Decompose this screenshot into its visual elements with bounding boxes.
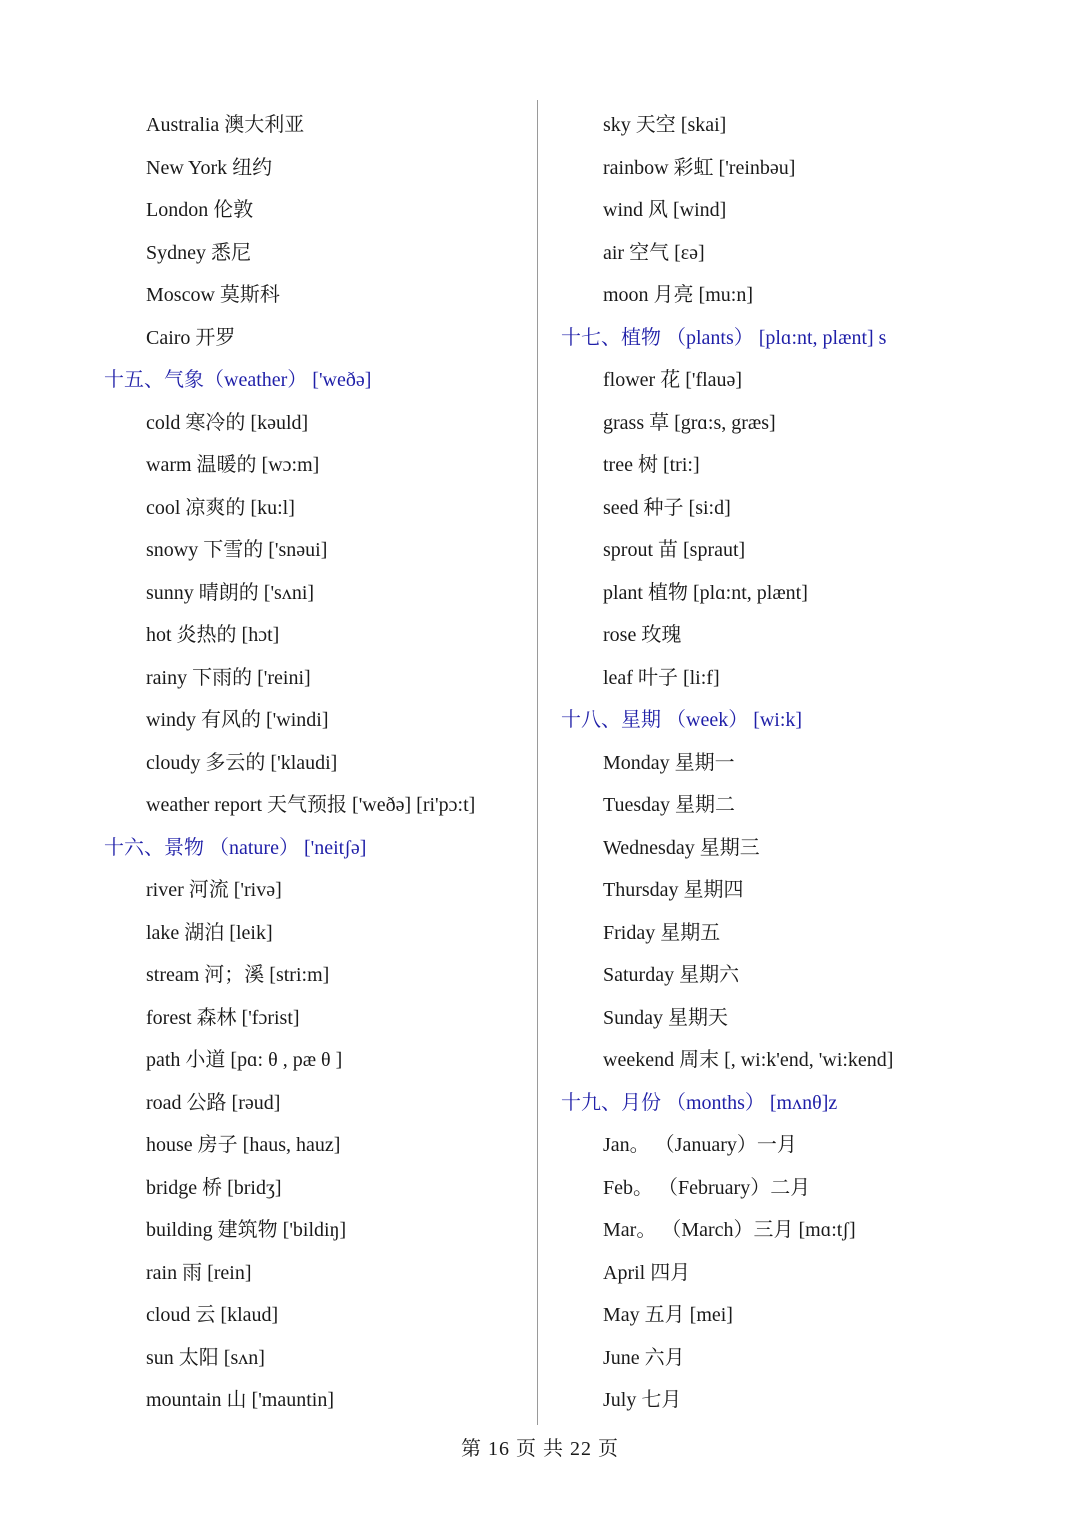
vocab-entry: sunny 晴朗的 ['sʌni] [146,581,315,604]
vocab-entry: grass 草 [grɑ:s, græs] [603,411,776,434]
vocab-entry: June 六月 [603,1346,685,1369]
column-divider [537,100,538,1425]
vocab-entry: Wednesday 星期三 [603,836,760,859]
vocab-entry: Monday 星期一 [603,751,735,774]
vocab-entry: Saturday 星期六 [603,964,740,986]
vocab-entry: Mar。 （March）三月 [mɑ:tʃ] [603,1219,856,1241]
vocab-entry: New York 纽约 [146,156,273,179]
vocab-entry: weekend 周末 [, wi:k'end, 'wi:kend] [603,1049,894,1071]
vocab-entry: mountain 山 ['mauntin] [146,1389,335,1411]
vocab-entry: flower 花 ['flauə] [603,369,743,391]
vocab-entry: cloud 云 [klaud] [146,1304,279,1326]
vocab-entry: air 空气 [εə] [603,241,705,264]
vocab-entry: warm 温暖的 [wɔ:m] [146,454,320,476]
vocab-entry: rainbow 彩虹 ['reinbəu] [603,156,796,179]
vocab-entry: stream 河；溪 [stri:m] [146,964,330,986]
section-heading: 十九、月份 （months） [mʌnθ]z [561,1091,838,1114]
vocab-entry: April 四月 [603,1261,691,1284]
vocab-entry: May 五月 [mei] [603,1304,733,1326]
section-heading: 十五、气象（weather） ['weðə] [104,369,372,391]
vocab-entry: cloudy 多云的 ['klaudi] [146,751,338,774]
vocab-entry: snowy 下雪的 ['snəui] [146,539,328,561]
vocab-entry: rainy 下雨的 ['reini] [146,666,311,689]
vocab-entry: sprout 苗 [spraut] [603,539,746,561]
vocab-entry: London 伦敦 [146,199,254,221]
section-heading: 十六、景物 （nature） ['neitʃə] [104,836,367,859]
vocab-entry: river 河流 ['rivə] [146,879,282,901]
vocab-entry: building 建筑物 ['bildiŋ] [146,1219,347,1241]
right-column [561,104,1061,1422]
vocab-entry: weather report 天气预报 ['weðə] [ri'pɔ:t] [146,794,476,816]
vocab-entry: seed 种子 [si:d] [603,496,731,519]
vocab-entry: path 小道 [pɑ: θ , pæ θ ] [146,1049,343,1071]
vocab-entry: hot 炎热的 [hɔt] [146,624,280,646]
vocab-entry: sky 天空 [skai] [603,114,727,136]
vocab-entry: leaf 叶子 [li:f] [603,666,720,689]
vocab-entry: Sydney 悉尼 [146,241,251,264]
vocab-entry: Sunday 星期天 [603,1006,728,1029]
vocab-entry: forest 森林 ['fɔrist] [146,1006,300,1029]
vocab-entry: Moscow 莫斯科 [146,284,280,306]
vocab-entry: Thursday 星期四 [603,879,744,901]
vocab-entry: house 房子 [haus, hauz] [146,1134,341,1156]
page-footer: 第 16 页 共 22 页 [461,1438,619,1460]
vocab-entry: Friday 星期五 [603,921,721,944]
vocab-entry: tree 树 [tri:] [603,454,700,476]
vocab-entry: rose 玫瑰 [603,624,682,646]
vocab-entry: rain 雨 [rein] [146,1261,252,1284]
vocab-entry: Tuesday 星期二 [603,794,736,816]
vocab-entry: plant 植物 [plɑ:nt, plænt] [603,581,808,604]
vocab-entry: Jan。 （January）一月 [603,1134,797,1156]
vocab-entry: Australia 澳大利亚 [146,114,305,136]
vocab-entry: lake 湖泊 [leik] [146,921,273,944]
vocab-entry: Feb。 （February）二月 [603,1176,811,1199]
vocab-entry: bridge 桥 [bridʒ] [146,1176,282,1199]
section-heading: 十七、植物 （plants） [plɑ:nt, plænt] s [561,326,887,349]
vocab-entry: moon 月亮 [mu:n] [603,284,753,306]
vocab-entry: Cairo 开罗 [146,326,236,349]
section-heading: 十八、星期 （week） [wi:k] [561,709,803,731]
vocab-entry: road 公路 [rəud] [146,1091,281,1114]
left-column [104,104,534,1422]
vocab-entry: cold 寒冷的 [kəuld] [146,411,309,434]
vocab-entry: sun 太阳 [sʌn] [146,1346,265,1369]
vocab-entry: wind 风 [wind] [603,199,727,221]
vocab-entry: windy 有风的 ['windi] [146,709,329,731]
vocab-entry: cool 凉爽的 [ku:l] [146,496,295,519]
vocab-entry: July 七月 [603,1389,682,1411]
